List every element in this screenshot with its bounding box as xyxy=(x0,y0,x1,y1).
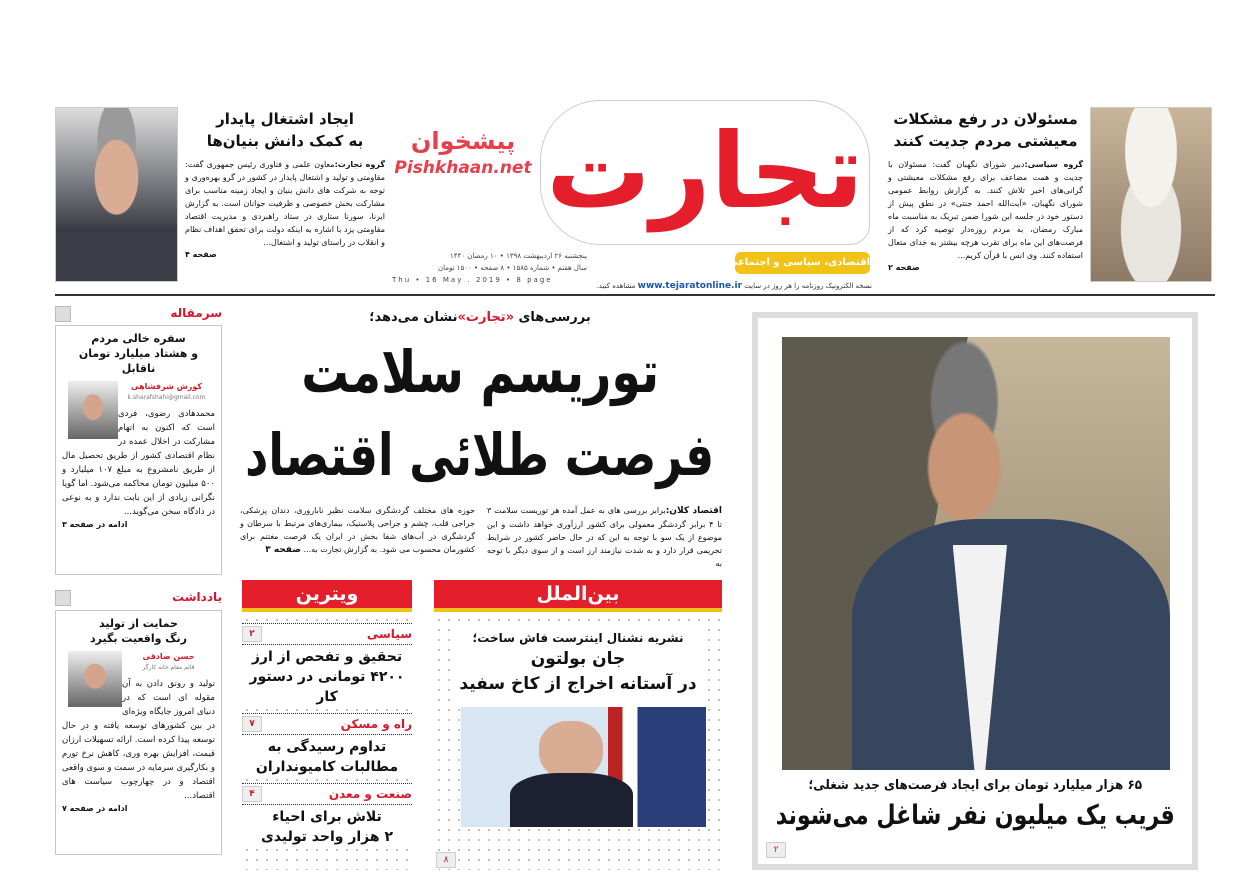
note-author: حسن صادقی xyxy=(142,651,195,661)
top-right-story[interactable] xyxy=(888,108,1083,274)
note-section-label: یادداشت xyxy=(55,590,222,606)
top-left-story[interactable]: ایجاد اشتغال پایدار به کمک دانش بنیان‌ها گروه تجارت:معاون علمی و فناوری رئیس جمهوری گفت: مقاومتی و تولید و اشتغال پایدار در کشور در گرو بهره‌وری و توجه به شرکت های دانش بنیان و ایجاد زمینه مناسب برای مشارکت بخش خصوصی و ظرفیت جوانان است. به گزارش ایرنا، سورنا ستاری در ستاد راهبردی و مدیریت اقتصاد مقاومتی یزد با اشاره به اینکه دولت برای تحقق اهداف نظام و انقلاب در راستای تولید و اشتغال... صفحه ۴ xyxy=(185,110,385,259)
issue-info: سال هفتم • شماره ۱۵۸۵ • ۸ صفحه • ۱۵۰۰ تومان xyxy=(437,264,587,272)
vitrin-item[interactable]: سیاسی ۲ تحقیق و تفحص از ارز ۴۲۰۰ تومانی در دستور کار xyxy=(242,623,412,709)
tagline-banner: اقتصادی، سیاسی و اجتماعی xyxy=(735,252,870,274)
editorial-more[interactable]: ادامه در صفحه ۳ xyxy=(62,519,128,529)
editorial-author-photo xyxy=(68,381,118,439)
photo-story-headline: قریب یک میلیون نفر شاغل می‌شوند xyxy=(775,800,1175,831)
vitrin-item[interactable]: راه و مسکن ۷ تداوم رسیدگی به مطالبات کامیونداران xyxy=(242,713,412,779)
vitrin-list xyxy=(242,615,412,870)
main-kicker: بررسی‌های «تجارت»نشان می‌دهد؛ xyxy=(369,310,591,325)
editorial-box[interactable]: سفره خالی مردم و هشتاد میلیارد تومان ناقابل کورش شرفشاهی k.sharafshahi@gmail.com محمدهادی رضوی، فردی است که اکنون به اتهام مشارکت در اخلال عمده در نظام اقتصادی کشور از طریق تحصیل مال از طریق نامشروع به مبلغ ۱۰۷ میلیارد و ۵۰۰ میلیون تومان محاکمه می‌شود. اما گویا نگرانی زیادی از این بابت ندارد و به نوعی در دادگاه سخن می‌گوید... ادامه در صفحه ۳ xyxy=(55,325,222,575)
date-fa: پنجشنبه ۲۶ اردیبهشت ۱۳۹۸ • ۱۰ رمضان ۱۴۴۰ xyxy=(449,252,587,260)
top-right-headline-1: مسئولان در رفع مشکلات xyxy=(893,110,1078,128)
website-link[interactable]: www.tejaratonline.ir xyxy=(637,281,743,291)
photo-story-page[interactable]: ۲ xyxy=(766,842,786,858)
watermark: پیشخوان Pishkhaan.net xyxy=(394,127,532,178)
international-headline-1: جان بولتون xyxy=(530,649,626,669)
top-right-headline-2: معیشتی مردم جدیت کنند xyxy=(893,132,1078,150)
note-role: قائم مقام خانه کارگر xyxy=(142,663,195,671)
bolton-photo xyxy=(461,707,706,827)
international-box[interactable] xyxy=(434,615,722,870)
main-photo xyxy=(782,337,1170,770)
header-rule xyxy=(55,294,1215,296)
note-more[interactable]: ادامه در صفحه ۷ xyxy=(62,803,128,813)
editorial-body: محمدهادی رضوی، فردی است که اکنون به اتهام مشارکت در اخلال عمده در نظام اقتصادی کشور از طریق تحصیل مال از طریق نامشروع به مبلغ ۱۰۷ میلیارد و ۵۰۰ میلیون تومان محاکمه می‌شود. اما گویا نگرانی زیادی از این بابت ندارد و به نوعی در دادگاه سخن می‌گوید... xyxy=(62,408,215,517)
top-right-page: صفحه ۲ xyxy=(888,263,920,272)
main-headline-2[interactable]: فرصت طلائی اقتصاد xyxy=(245,421,715,489)
sattari-photo xyxy=(55,107,178,282)
note-title-2: رنگ واقعیت بگیرد xyxy=(89,631,188,645)
editorial-author: کورش شرفشاهی xyxy=(131,381,202,391)
top-left-page: صفحه ۴ xyxy=(185,250,217,259)
international-page[interactable]: ۸ xyxy=(436,852,456,868)
photo-story-box[interactable] xyxy=(752,312,1198,870)
masthead-date xyxy=(392,250,587,286)
editorial-title-2: و هشتاد میلیارد تومان ناقابل xyxy=(78,346,199,375)
top-left-body: معاون علمی و فناوری رئیس جمهوری گفت: مقاومتی و تولید و اشتغال پایدار در کشور در گرو بهره‌وری و توجه به شرکت های دانش بنیان و ایجاد زمینه مناسب برای مشارکت بخش خصوصی و ظرفیت جوانان است. به گزارش ایرنا، سورنا ستاری در ستاد راهبردی و مدیریت اقتصاد مقاومتی یزد با اشاره به اینکه دولت برای تحقق اهداف نظام و انقلاب در راستای تولید و اشتغال... xyxy=(185,160,385,247)
top-left-headline-2: به کمک دانش بنیان‌ها xyxy=(206,132,364,150)
editorial-section-label: سرمقاله xyxy=(55,306,222,322)
international-kicker: نشریه نشنال اینترست فاش ساخت؛ xyxy=(472,631,684,645)
main-page[interactable]: صفحه ۳ xyxy=(265,545,301,555)
masthead-logo: تجارت xyxy=(540,100,870,245)
main-col-2: حوزه های مختلف گردشگری سلامت نظیر ناباروری، دندان پزشکی، جراحی قلب، چشم و جراحی پلاستیک، بیماری‌های مرتبط با سرطان و گردشگری در آب‌های شفا بخش در ایران یک فرصت مغتنم برای کشورمان محسوب می شود. به گزارش تجارت به... صفحه ۳ xyxy=(240,506,475,555)
top-right-body: دبیر شورای نگهبان گفت: مسئولان با جدیت و همت مضاعف برای رفع مشکلات معیشتی و گرانی‌های اخیر تلاش کنند. به گزارش روابط عمومی شورای نگهبان، «آیت‌الله احمد جنتی» در نطق پیش از دستور خود در جلسه این شورا ضمن تبریک به مناسبت ماه مبارک رمضان، به مردم روزه‌دار توصیه کرد که از فرصت‌های این ماه برای تقرب هرچه بیشتر به خدای متعال استفاده کنند. وی انس با قرآن کریم... xyxy=(888,160,1083,260)
note-box[interactable] xyxy=(55,610,222,855)
top-left-headline-1: ایجاد اشتغال پایدار xyxy=(216,110,354,128)
main-headline-1[interactable]: توریسم سلامت xyxy=(301,338,659,406)
note-author-photo xyxy=(68,651,122,707)
vitrin-item[interactable]: صنعت و معدن ۴ تلاش برای احیاء ۲ هزار واحد تولیدی xyxy=(242,783,412,849)
international-header: بین‌الملل xyxy=(434,580,722,612)
note-title-1: حمایت از تولید xyxy=(99,617,178,630)
online-edition: نسخه الکترونیک روزنامه را هر روز در سایت www.tejaratonline.ir مشاهده کنید. xyxy=(596,281,872,291)
date-en: Thu • 16 May . 2019 • 8 page xyxy=(392,276,553,284)
cleric-photo xyxy=(1090,107,1212,282)
international-headline-2: در آستانه اخراج از کاخ سفید xyxy=(459,674,697,694)
main-col-1: اقتصاد کلان:برابر بررسی های به عمل آمده هر توریست سلامت ۳ تا ۴ برابر گردشگر معمولی برای کشور ارزآوری خواهد داشت و این موضوع از یک سو با توجه به این که در حال حاضر کشور در شرایط تحریمی قرار دارد و به شدت نیازمند ارز است و از سوی دیگر با توجه به xyxy=(487,506,722,568)
note-body: تولید و رونق دادن به آن مقوله ای است که در دنیای امروز جایگاه ویژه‌ای در بین کشورهای توسعه یافته و در حال توسعه پیدا کرده است. ارائه تسهیلات ارزان قیمت، افزایش بهره وری، کاهش نرخ تورم و بکارگیری سرمایه در سمت و سوی واقعی اقتصاد و در چهارچوب سیاست های اقتصاد... xyxy=(62,678,215,801)
photo-story-kicker: ۶۵ هزار میلیارد تومان برای ایجاد فرصت‌های جدید شغلی؛ xyxy=(808,778,1142,793)
top-right-lead: گروه سیاسی: xyxy=(1024,160,1083,169)
editorial-title-1: سفره خالی مردم xyxy=(91,332,186,345)
vitrin-header: ویترین xyxy=(242,580,412,612)
